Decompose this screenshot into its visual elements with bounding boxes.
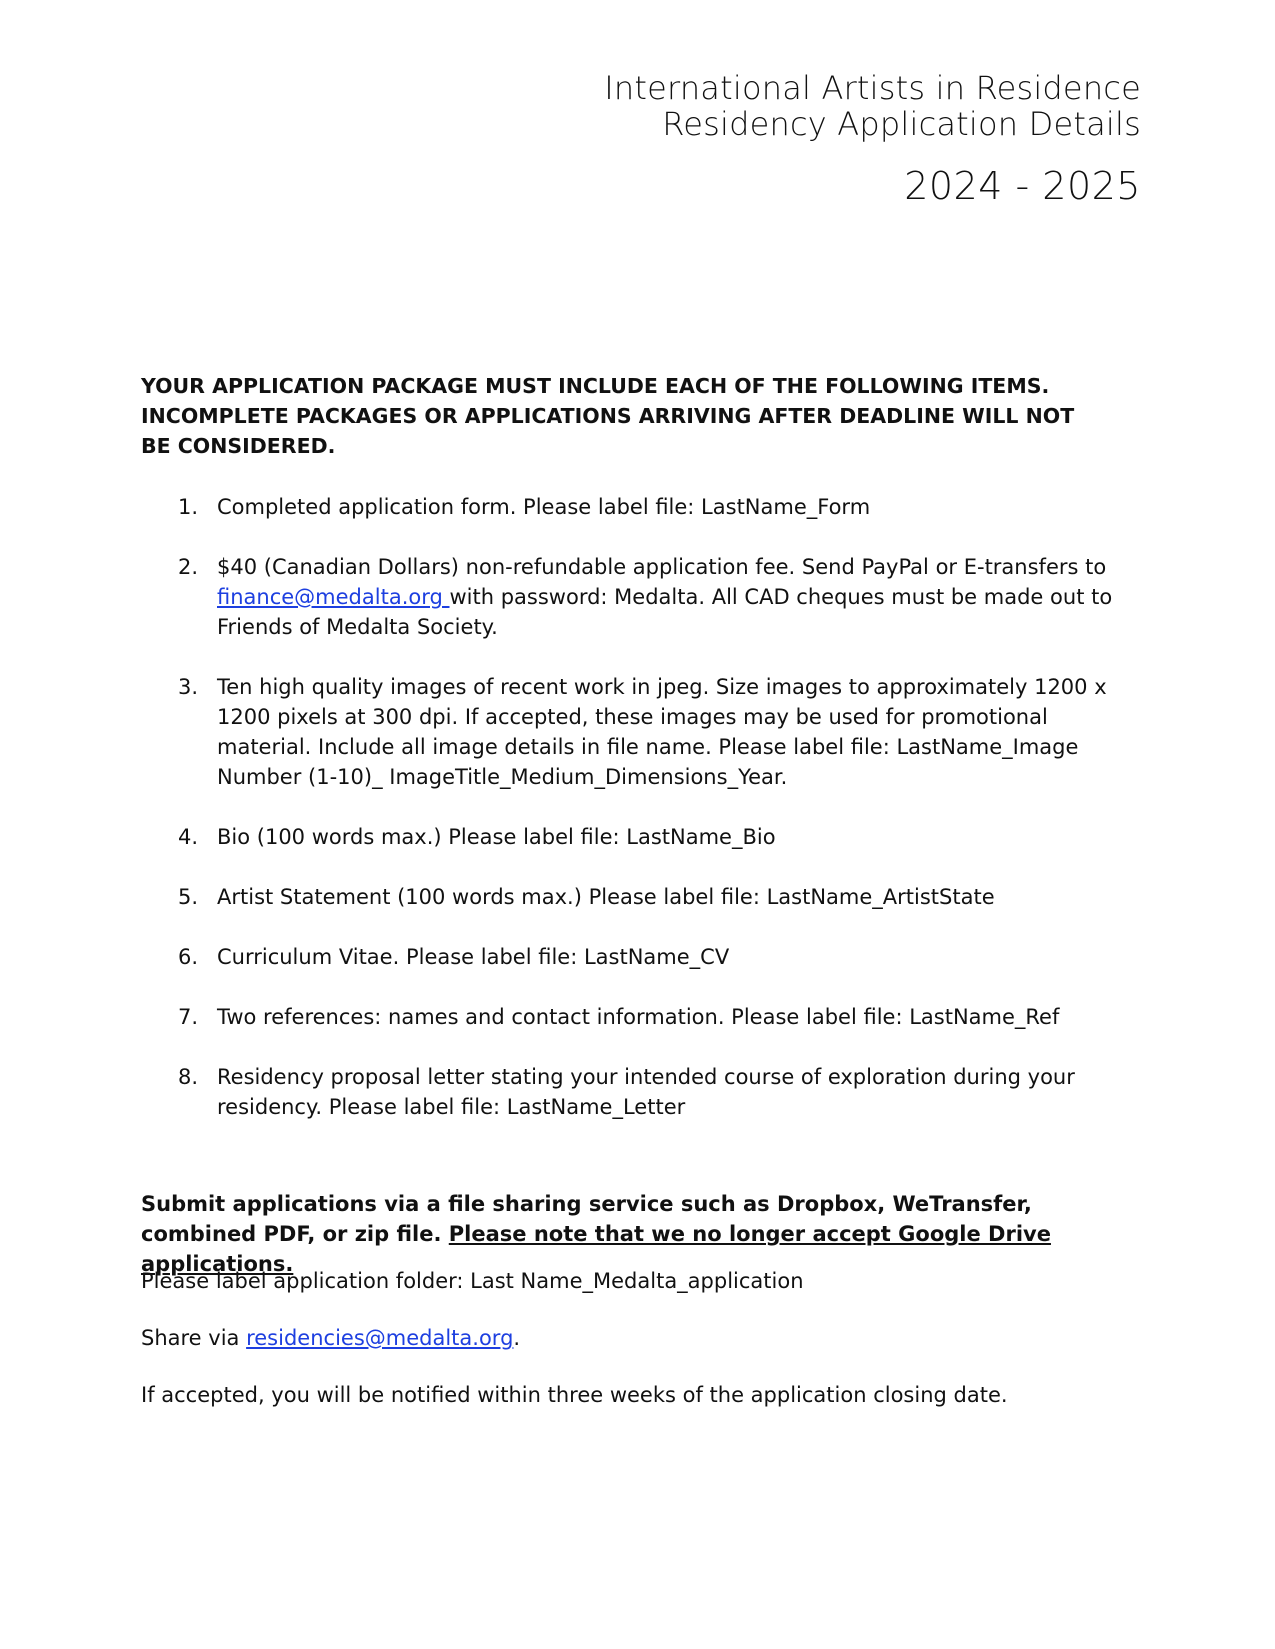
item-text: Ten high quality images of recent work in jpeg. Size images to approximately 1200 x 1200 pixels at 300 dpi. If accepted, these images may be used for promotional material. Include all image details in file name. Please label file: LastName_Image Number (1-10)_ ImageTitle_Medium_Dimensions_Year. bbox=[217, 675, 1107, 789]
list-item bbox=[141, 882, 1126, 912]
document-header bbox=[604, 70, 1141, 208]
item-number: 3. bbox=[178, 675, 199, 699]
submission-text: Submit applications via a file sharing service such as Dropbox, WeTransfer, combined PDF, or zip file. bbox=[141, 1192, 1032, 1246]
list-item bbox=[141, 492, 1126, 522]
item-number: 2. bbox=[178, 555, 199, 579]
share-text-pre: Share via bbox=[141, 1326, 247, 1350]
item-number: 5. bbox=[178, 885, 199, 909]
program-title: International Artists in Residence bbox=[604, 69, 1141, 107]
item-text: Two references: names and contact information. Please label file: LastName_Ref bbox=[217, 1005, 1060, 1029]
item-text-post: with password: Medalta. All CAD cheques must be made out to Friends of Medalta Society. bbox=[217, 585, 1113, 639]
item-number: 8. bbox=[178, 1065, 199, 1089]
requirements-list bbox=[141, 492, 1126, 1152]
item-text: Residency proposal letter stating your intended course of exploration during your residency. Please label file: LastName_Letter bbox=[217, 1065, 1075, 1119]
item-text: Curriculum Vitae. Please label file: LastName_CV bbox=[217, 945, 730, 969]
folder-label-instruction: Please label application folder: Last Name_Medalta_application bbox=[141, 1269, 804, 1293]
item-number: 4. bbox=[178, 825, 199, 849]
list-item bbox=[141, 1062, 1126, 1122]
share-instruction bbox=[141, 1323, 520, 1353]
residencies-email-link[interactable]: residencies@medalta.org bbox=[246, 1326, 514, 1350]
requirements-notice: YOUR APPLICATION PACKAGE MUST INCLUDE EACH OF THE FOLLOWING ITEMS. INCOMPLETE PACKAGES OR APPLICATIONS ARRIVING AFTER DEADLINE WILL NOT BE CONSIDERED. bbox=[141, 374, 1075, 458]
notification-note: If accepted, you will be notified within three weeks of the application closing date. bbox=[141, 1383, 1008, 1407]
list-item bbox=[141, 822, 1126, 852]
finance-email-link[interactable]: finance@medalta.org bbox=[217, 585, 450, 609]
item-text-pre: $40 (Canadian Dollars) non-refundable application fee. Send PayPal or E-transfers to bbox=[217, 555, 1107, 579]
document-title: Residency Application Details bbox=[662, 105, 1141, 143]
list-item bbox=[141, 1002, 1126, 1032]
item-number: 6. bbox=[178, 945, 199, 969]
list-item bbox=[141, 672, 1126, 792]
program-years: 2024 - 2025 bbox=[904, 164, 1141, 208]
list-item bbox=[141, 942, 1126, 972]
item-number: 7. bbox=[178, 1005, 199, 1029]
google-drive-note: Please note that we no longer accept Google Drive applications. bbox=[141, 1222, 1051, 1276]
list-item bbox=[141, 552, 1126, 642]
share-text-post: . bbox=[513, 1326, 521, 1350]
item-text: Bio (100 words max.) Please label file: LastName_Bio bbox=[217, 825, 776, 849]
item-text: Artist Statement (100 words max.) Please label file: LastName_ArtistState bbox=[217, 885, 995, 909]
item-text: Completed application form. Please label file: LastName_Form bbox=[217, 495, 871, 519]
item-number: 1. bbox=[178, 495, 199, 519]
